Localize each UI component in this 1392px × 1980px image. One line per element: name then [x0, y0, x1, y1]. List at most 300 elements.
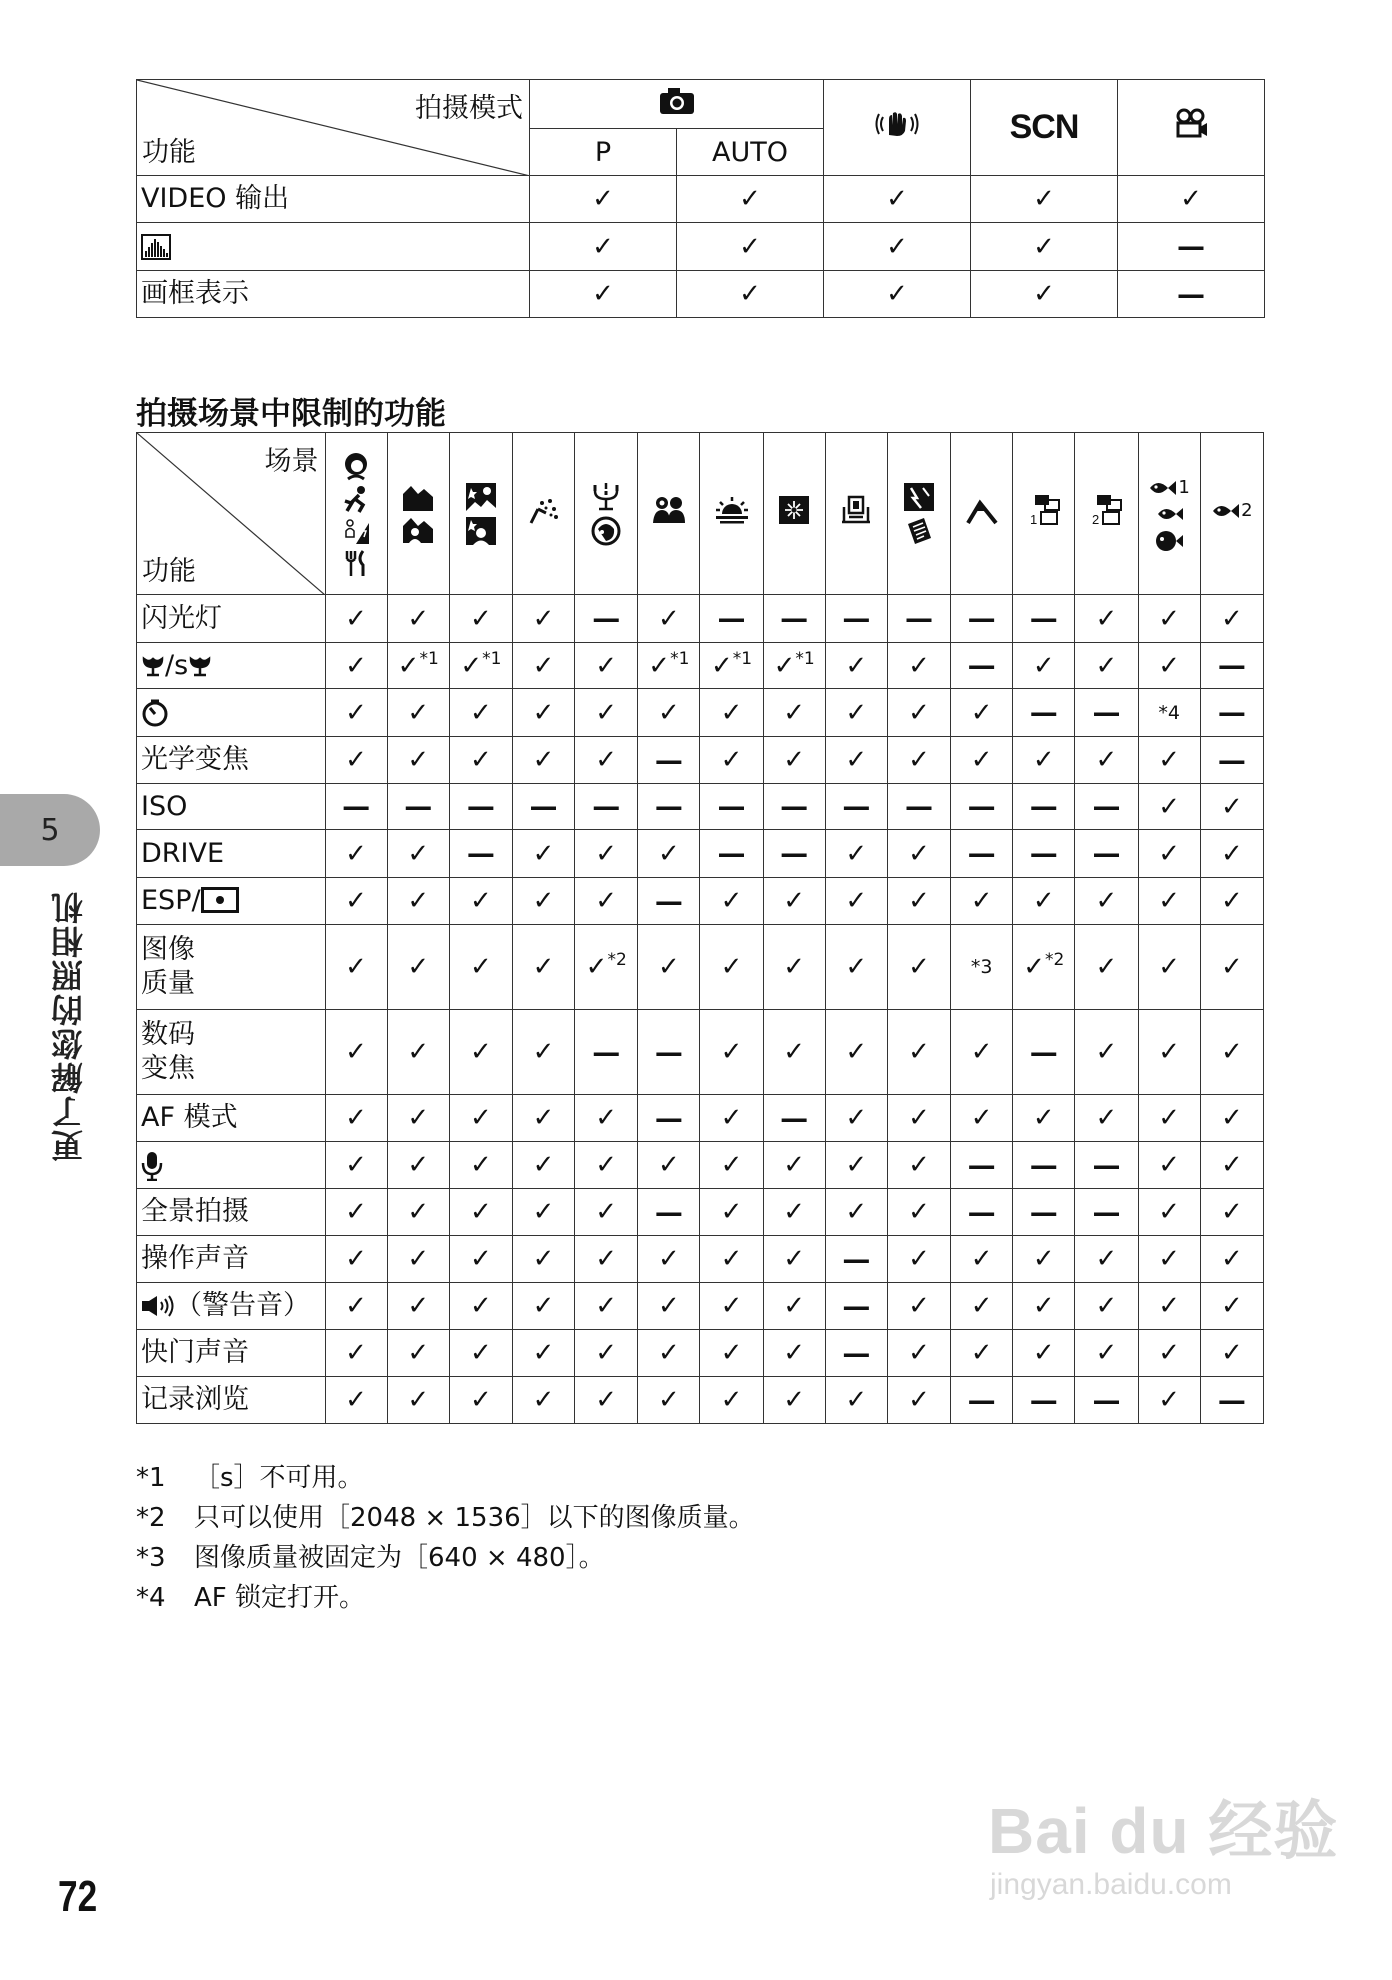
cell: —	[1013, 595, 1075, 643]
cell: ✓	[1075, 643, 1138, 689]
row-label-text: （警告音）	[175, 1290, 310, 1322]
cell: ✓	[887, 1142, 950, 1189]
function-label: 功能	[142, 556, 196, 587]
table2-row	[137, 1283, 1264, 1330]
cell: ✓	[1200, 830, 1263, 878]
cell: ✓	[638, 830, 700, 878]
cell: ✓	[575, 1189, 638, 1236]
cell: —	[1200, 1377, 1263, 1424]
cell: ✓	[951, 689, 1013, 737]
cell: ✓	[700, 925, 763, 1010]
page-number: 72	[58, 1872, 98, 1921]
cell: ✓	[387, 1095, 449, 1142]
cell: ✓$^{*1}$	[763, 643, 825, 689]
cell: ✓	[1075, 925, 1138, 1010]
cell: —	[1013, 689, 1075, 737]
row-label: 图像 质量	[137, 925, 326, 1010]
cell: —	[951, 595, 1013, 643]
cell: ✓	[887, 830, 950, 878]
footnote	[136, 1538, 755, 1578]
scene-header-fireworks	[763, 433, 825, 595]
cell: ✓	[951, 1330, 1013, 1377]
cell: ✓	[449, 1189, 512, 1236]
cell: —	[638, 1189, 700, 1236]
cell: ✓	[449, 878, 512, 925]
table2-row	[137, 1095, 1264, 1142]
section-title: 拍摄场景中限制的功能	[136, 396, 446, 432]
table2-row	[137, 925, 1264, 1010]
footnote-ref: *2	[607, 950, 627, 970]
table2-row	[137, 784, 1264, 830]
cell: ✓	[1138, 878, 1200, 925]
cell: ✓	[1118, 176, 1265, 223]
cell: ✓	[325, 1095, 387, 1142]
cell: ✓	[1200, 1283, 1263, 1330]
cell: ✓	[825, 1142, 887, 1189]
cell: —	[1013, 784, 1075, 830]
candle-icon	[528, 495, 560, 525]
cell: ✓	[887, 925, 950, 1010]
cell: ✓	[575, 830, 638, 878]
cell: —	[763, 595, 825, 643]
cell: ✓	[887, 1010, 950, 1095]
scene-header-sunset	[700, 433, 763, 595]
cell: ✓	[387, 737, 449, 784]
cell: —	[449, 784, 512, 830]
cell: ✓	[825, 1377, 887, 1424]
scene-header-group	[638, 433, 700, 595]
cell: —	[1075, 1377, 1138, 1424]
svg-text:2: 2	[1092, 512, 1100, 526]
cell: ✓	[387, 1010, 449, 1095]
footnote-text: ［s］不可用。	[194, 1463, 364, 1493]
cell: ✓	[825, 878, 887, 925]
row-label	[137, 1142, 326, 1189]
spot-metering-icon	[201, 887, 239, 913]
cell: ✓	[512, 1330, 574, 1377]
cell: —	[1200, 689, 1263, 737]
watermark-url: jingyan.baidu.com	[990, 1868, 1232, 1901]
cell: ✓	[824, 176, 971, 223]
cell: ✓	[700, 1330, 763, 1377]
cell: ✓	[575, 1330, 638, 1377]
cell: ✓	[1138, 1095, 1200, 1142]
cell: ✓	[763, 689, 825, 737]
cell: ✓	[700, 1283, 763, 1330]
cell: ✓	[1138, 1377, 1200, 1424]
cell: ✓	[887, 1283, 950, 1330]
underwater-2-icon	[1211, 500, 1241, 522]
cell: ✓$^{*2}$	[1013, 925, 1075, 1010]
cell: —	[700, 830, 763, 878]
cell: ✓	[530, 223, 677, 271]
fireworks-icon	[778, 495, 810, 525]
cell: ✓	[700, 1010, 763, 1095]
cell: ✓	[677, 223, 824, 271]
cell: ✓	[1075, 1095, 1138, 1142]
cell: ✓	[575, 1283, 638, 1330]
cell: ✓	[763, 925, 825, 1010]
cell: ✓	[449, 925, 512, 1010]
cell: ✓	[575, 878, 638, 925]
footnote-ref: *2	[1045, 950, 1065, 970]
scene-header-underwater-1	[1138, 433, 1200, 595]
cell: —	[512, 784, 574, 830]
auction-icon	[966, 495, 998, 525]
sunset-icon	[715, 496, 749, 524]
cell: —	[1013, 830, 1075, 878]
scn-mode-header	[971, 80, 1118, 176]
table1-corner-header	[137, 80, 530, 176]
row-label: 光学变焦	[137, 737, 326, 784]
cell: ✓	[951, 1095, 1013, 1142]
cell: ✓	[1200, 1142, 1263, 1189]
cell: ✓	[325, 595, 387, 643]
cell: *4	[1138, 689, 1200, 737]
cell: —	[638, 737, 700, 784]
cell: ✓	[1138, 1142, 1200, 1189]
shoot-select-2-icon	[1089, 494, 1123, 526]
cell: ✓	[512, 595, 574, 643]
cell: ✓	[677, 271, 824, 318]
cell: —	[449, 830, 512, 878]
cell: ✓	[1200, 1236, 1263, 1283]
table2-row	[137, 1330, 1264, 1377]
cell: ✓	[1013, 1095, 1075, 1142]
cell: ✓	[763, 737, 825, 784]
cell: ✓	[1200, 595, 1263, 643]
cell: ✓	[387, 830, 449, 878]
cell: ✓	[449, 1283, 512, 1330]
cell: ✓	[1013, 878, 1075, 925]
cell: ✓	[700, 878, 763, 925]
table2-row	[137, 830, 1264, 878]
cell: ✓	[530, 176, 677, 223]
cell: ✓	[449, 1330, 512, 1377]
cell: ✓	[887, 1189, 950, 1236]
table2-row	[137, 643, 1264, 689]
cell: ✓	[449, 1236, 512, 1283]
cell: ✓	[677, 176, 824, 223]
cell: —	[887, 595, 950, 643]
cell: —	[1200, 643, 1263, 689]
cell: ✓	[1200, 1010, 1263, 1095]
cell: ✓	[825, 1010, 887, 1095]
cell: ✓	[951, 1236, 1013, 1283]
cell: ✓	[325, 1377, 387, 1424]
cell: ✓	[1013, 1236, 1075, 1283]
camera-mode-header	[530, 80, 824, 129]
cell: ✓	[325, 643, 387, 689]
cell: ✓	[1075, 1236, 1138, 1283]
cell: ✓	[325, 1236, 387, 1283]
table2-row	[137, 1377, 1264, 1424]
night-portrait-icon	[465, 516, 497, 546]
table1-row	[137, 176, 1265, 223]
scene-header-portrait	[325, 433, 387, 595]
cell: —	[825, 1283, 887, 1330]
table2-row	[137, 1142, 1264, 1189]
shoot-select-1-icon	[1027, 494, 1061, 526]
museum-icon	[841, 495, 871, 525]
scene-header-auction	[951, 433, 1013, 595]
cell: ✓	[763, 1142, 825, 1189]
cell: ✓	[825, 830, 887, 878]
cell: —	[575, 784, 638, 830]
row-label: VIDEO 输出	[137, 176, 530, 223]
cell: ✓	[1138, 830, 1200, 878]
cell: ✓	[825, 737, 887, 784]
cell: —	[1118, 223, 1265, 271]
table2-row	[137, 1236, 1264, 1283]
cell: —	[638, 1010, 700, 1095]
cell: ✓	[449, 1142, 512, 1189]
chapter-title: 更了解您的照相机	[50, 890, 88, 1162]
shooting-mode-label: 拍摄模式	[415, 93, 523, 124]
cell: ✓	[638, 595, 700, 643]
auto-mode-header: AUTO	[677, 129, 824, 176]
underwater-macro-icon	[1154, 529, 1184, 553]
cell: ✓	[825, 689, 887, 737]
cell: ✓	[887, 1236, 950, 1283]
footnote-ref: *1	[482, 648, 502, 669]
row-label-text: ESP/	[141, 885, 201, 917]
cell: ✓	[512, 1189, 574, 1236]
cell: ✓	[700, 1142, 763, 1189]
cell: ✓$^{*2}$	[575, 925, 638, 1010]
histogram-icon	[141, 234, 171, 260]
cell: ✓	[825, 1189, 887, 1236]
camera-icon	[659, 87, 695, 115]
cell: ✓	[575, 643, 638, 689]
cell: ✓	[449, 1010, 512, 1095]
footnote	[136, 1458, 755, 1498]
watermark-brand: Bai du 经验	[988, 1795, 1339, 1867]
scene-header-night	[449, 433, 512, 595]
movie-mode-header	[1118, 80, 1265, 176]
cell: ✓	[971, 176, 1118, 223]
sport-icon	[341, 485, 371, 513]
cell: ✓	[1075, 595, 1138, 643]
table1-row	[137, 271, 1265, 318]
cell: —	[825, 784, 887, 830]
cell: —	[951, 1142, 1013, 1189]
row-label: 全景拍摄	[137, 1189, 326, 1236]
row-label: 操作声音	[137, 1236, 326, 1283]
cell: —	[575, 595, 638, 643]
underwater-wide-icon	[1148, 477, 1178, 499]
underwater-number: 1	[1178, 476, 1190, 498]
cell: —	[638, 784, 700, 830]
footnote	[136, 1498, 755, 1538]
cell: ✓	[1138, 737, 1200, 784]
cell: ✓	[763, 1236, 825, 1283]
row-label	[137, 643, 326, 689]
chapter-number: 5	[40, 812, 60, 848]
row-label: 记录浏览	[137, 1377, 326, 1424]
cell: ✓	[512, 878, 574, 925]
cell: ✓	[887, 1377, 950, 1424]
cell: —	[763, 830, 825, 878]
cell: ✓	[825, 925, 887, 1010]
cell: —	[387, 784, 449, 830]
cell: ✓	[1138, 1010, 1200, 1095]
cell: —	[1013, 1142, 1075, 1189]
cell: ✓	[325, 737, 387, 784]
row-label	[137, 689, 326, 737]
cell: ✓	[1138, 643, 1200, 689]
cell: ✓	[700, 1377, 763, 1424]
self-timer-icon	[141, 699, 169, 727]
cell: —	[1075, 1189, 1138, 1236]
landscape-icon	[402, 484, 434, 512]
cell: ✓	[575, 689, 638, 737]
scene-header-self-portrait	[575, 433, 638, 595]
cell: ✓	[325, 830, 387, 878]
scene-header-museum	[825, 433, 887, 595]
cell: ✓	[1075, 1283, 1138, 1330]
p-mode-header: P	[530, 129, 677, 176]
self-portrait-icon	[589, 515, 623, 547]
table2-row	[137, 595, 1264, 643]
cell: ✓	[325, 689, 387, 737]
table1-row	[137, 223, 1265, 271]
cell: ✓	[638, 1283, 700, 1330]
footnote-text: AF 锁定打开。	[194, 1583, 366, 1613]
cell: —	[1200, 737, 1263, 784]
cell: ✓	[575, 1377, 638, 1424]
cell: ✓	[700, 1236, 763, 1283]
cell: —	[1075, 830, 1138, 878]
scene-header-underwater-2	[1200, 433, 1263, 595]
table2-row	[137, 1189, 1264, 1236]
cell: ✓	[575, 1095, 638, 1142]
cell: ✓$^{*1}$	[449, 643, 512, 689]
cell: ✓	[763, 1330, 825, 1377]
cell: ✓	[512, 1377, 574, 1424]
group-icon	[652, 496, 686, 524]
cell: ✓	[887, 1330, 950, 1377]
cell: ✓	[1013, 1283, 1075, 1330]
row-label	[137, 878, 326, 925]
cell: ✓	[325, 878, 387, 925]
row-label-text: /s	[165, 649, 189, 681]
cell: ✓	[638, 1142, 700, 1189]
scene-header-behind-glass	[887, 433, 950, 595]
cell: ✓	[387, 1189, 449, 1236]
anti-shake-icon	[875, 109, 919, 139]
cell: ✓	[512, 1283, 574, 1330]
cell: —	[638, 878, 700, 925]
cell: ✓	[325, 1330, 387, 1377]
cell: —	[1013, 1010, 1075, 1095]
scn-label: SCN	[1009, 108, 1079, 146]
cell: —	[951, 784, 1013, 830]
cell: ✓	[512, 925, 574, 1010]
cell: —	[700, 595, 763, 643]
cell: —	[1013, 1377, 1075, 1424]
cell: ✓	[1138, 784, 1200, 830]
footnote-key: *1	[136, 1463, 166, 1493]
cell: ✓	[1075, 737, 1138, 784]
cell: ✓	[325, 1283, 387, 1330]
scene-label: 场景	[264, 446, 319, 477]
table2-row	[137, 878, 1264, 925]
footnote-key: *4	[136, 1583, 166, 1613]
cell: ✓	[1138, 595, 1200, 643]
cell: ✓	[449, 595, 512, 643]
cell: ✓	[387, 1377, 449, 1424]
cell: ✓	[387, 595, 449, 643]
cell: —	[951, 830, 1013, 878]
cell: ✓	[512, 1236, 574, 1283]
speaker-icon	[141, 1294, 175, 1318]
footnote-key: *3	[136, 1543, 166, 1573]
svg-text:1: 1	[1029, 512, 1038, 526]
cell: ✓	[887, 1095, 950, 1142]
cell: —	[951, 643, 1013, 689]
movie-icon	[1174, 108, 1208, 140]
footnote-text: 只可以使用［2048 × 1536］以下的图像质量。	[194, 1503, 755, 1533]
cell: —	[825, 595, 887, 643]
underwater-number: 2	[1241, 500, 1253, 521]
cell: ✓	[387, 1330, 449, 1377]
cell: ✓	[638, 1236, 700, 1283]
cell: ✓	[951, 1283, 1013, 1330]
footnote-ref: *1	[419, 648, 439, 669]
cell: ✓	[512, 643, 574, 689]
cell: ✓	[512, 830, 574, 878]
cell: *3	[951, 925, 1013, 1010]
cell: ✓	[512, 689, 574, 737]
footnote-text: 图像质量被固定为［640 × 480］。	[194, 1543, 605, 1573]
cell: ✓	[575, 1236, 638, 1283]
cell: ✓	[1075, 1010, 1138, 1095]
cell: —	[1075, 689, 1138, 737]
footnote-ref: *1	[732, 648, 753, 669]
cell: ✓	[638, 1330, 700, 1377]
cell: —	[1075, 1142, 1138, 1189]
cell: ✓	[1200, 1330, 1263, 1377]
row-label	[137, 223, 530, 271]
super-macro-icon	[188, 655, 212, 677]
watermark	[988, 1780, 1338, 1902]
footnotes	[136, 1458, 755, 1618]
microphone-icon	[141, 1151, 163, 1181]
cell: ✓	[512, 737, 574, 784]
cell: —	[763, 1095, 825, 1142]
cell: ✓	[1138, 1189, 1200, 1236]
table2-row	[137, 737, 1264, 784]
cell: —	[638, 1095, 700, 1142]
cell: ✓	[638, 689, 700, 737]
cell: ✓	[887, 689, 950, 737]
chapter-tab	[0, 794, 100, 866]
row-label: 画框表示	[137, 271, 530, 318]
cell: ✓	[512, 1010, 574, 1095]
cuisine-icon	[343, 549, 369, 577]
behind-glass-icon	[903, 482, 935, 512]
cell: ✓	[700, 737, 763, 784]
function-label: 功能	[142, 137, 196, 168]
scene-header-shoot-select-1	[1013, 433, 1075, 595]
footnote-key: *2	[136, 1503, 166, 1533]
portrait-icon	[342, 451, 370, 481]
cell: ✓	[700, 689, 763, 737]
cell: ✓	[325, 1142, 387, 1189]
landscape-portrait-icon	[402, 516, 434, 544]
footnote	[136, 1578, 755, 1618]
